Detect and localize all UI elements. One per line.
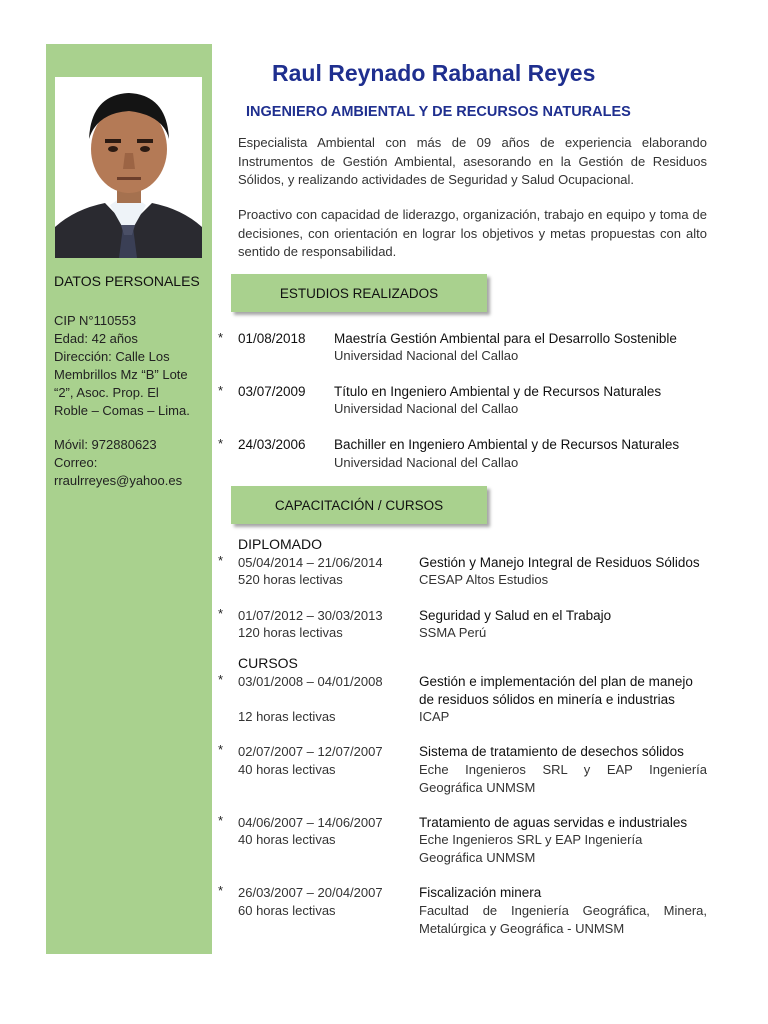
address-line: Dirección: Calle Los — [54, 349, 170, 364]
training-heading: CAPACITACIÓN / CURSOS — [231, 486, 487, 524]
course-hours: 120 horas lectivas — [238, 625, 343, 640]
email: rraulrreyes@yahoo.es — [54, 473, 183, 488]
bullet: * — [218, 606, 224, 621]
course-institution: Facultad de Ingeniería Geográfica, Minera, Metalúrgica y Geográfica - UNMSM — [419, 903, 707, 936]
course-hours: 520 horas lectivas — [238, 572, 343, 587]
study-institution: Universidad Nacional del Callao — [334, 348, 519, 363]
course-hours: 40 horas lectivas — [238, 832, 336, 847]
personal-data-heading: DATOS PERSONALES — [54, 273, 200, 289]
study-institution: Universidad Nacional del Callao — [334, 455, 519, 470]
age: Edad: 42 años — [54, 331, 138, 346]
course-institution: CESAP Altos Estudios — [419, 572, 549, 587]
bullet: * — [218, 742, 224, 757]
summary-paragraph: Especialista Ambiental con más de 09 años de experiencia elaborando Instrumentos de Gestión Ambiental, asesorando en la Gestión de Residuos Sólidos, y realizando actividades de Seguridad y Salud Ocupacional. — [238, 135, 707, 187]
course-title: Gestión e implementación del plan de manejo de residuos sólidos en minería e industrias — [419, 674, 693, 707]
course-institution: Eche Ingenieros SRL y EAP Ingeniería Geográfica UNMSM — [419, 762, 707, 795]
course-hours: 12 horas lectivas — [238, 709, 336, 724]
summary-paragraph: Proactivo con capacidad de liderazgo, organización, trabajo en equipo y toma de decisiones, con orientación en lograr los objetivos y metas propuestas con alto sentido de responsabilidad. — [238, 207, 707, 259]
study-date: 03/07/2009 — [238, 384, 306, 399]
course-dates: 01/07/2012 – 30/03/2013 — [238, 608, 383, 623]
course-institution: ICAP — [419, 709, 450, 724]
study-institution: Universidad Nacional del Callao — [334, 401, 519, 416]
profession-title: INGENIERO AMBIENTAL Y DE RECURSOS NATURALES — [246, 104, 631, 120]
course-dates: 04/06/2007 – 14/06/2007 — [238, 815, 383, 830]
course-hours: 40 horas lectivas — [238, 762, 336, 777]
course-hours: 60 horas lectivas — [238, 903, 336, 918]
bullet: * — [218, 672, 224, 687]
course-title: Sistema de tratamiento de desechos sólidos — [419, 744, 684, 759]
study-title: Bachiller en Ingeniero Ambiental y de Recursos Naturales — [334, 437, 680, 452]
bullet: * — [218, 436, 224, 451]
study-title: Maestría Gestión Ambiental para el Desarrollo Sostenible — [334, 331, 677, 346]
sidebar — [46, 44, 212, 954]
course-dates: 03/01/2008 – 04/01/2008 — [238, 674, 383, 689]
course-title: Tratamiento de aguas servidas e industriales — [419, 815, 688, 830]
course-dates: 05/04/2014 – 21/06/2014 — [238, 555, 383, 570]
address-line: Membrillos Mz “B” Lote — [54, 367, 188, 382]
bullet: * — [218, 383, 224, 398]
study-title: Título en Ingeniero Ambiental y de Recursos Naturales — [334, 384, 662, 399]
course-title: Seguridad y Salud en el Trabajo — [419, 608, 612, 623]
course-institution: Eche Ingenieros SRL y EAP Ingeniería Geográfica UNMSM — [419, 832, 643, 865]
study-date: 01/08/2018 — [238, 331, 306, 346]
profile-photo — [55, 77, 202, 258]
address-line: Roble – Comas – Lima. — [54, 403, 190, 418]
course-dates: 02/07/2007 – 12/07/2007 — [238, 744, 383, 759]
course-title: Fiscalización minera — [419, 885, 542, 900]
phone: Móvil: 972880623 — [54, 437, 157, 452]
cip-number: CIP N°110553 — [54, 313, 137, 328]
bullet: * — [218, 330, 224, 345]
course-institution: SSMA Perú — [419, 625, 487, 640]
diploma-label: DIPLOMADO — [238, 536, 323, 552]
bullet: * — [218, 813, 224, 828]
course-title: Gestión y Manejo Integral de Residuos Sólidos — [419, 555, 700, 570]
person-portrait-icon — [55, 77, 202, 258]
email-label: Correo: — [54, 455, 98, 470]
candidate-name: Raul Reynado Rabanal Reyes — [272, 60, 596, 86]
course-dates: 26/03/2007 – 20/04/2007 — [238, 885, 383, 900]
bullet: * — [218, 883, 224, 898]
address-line: “2”, Asoc. Prop. El — [54, 385, 159, 400]
study-date: 24/03/2006 — [238, 437, 306, 452]
courses-label: CURSOS — [238, 655, 298, 671]
studies-heading: ESTUDIOS REALIZADOS — [231, 274, 487, 312]
bullet: * — [218, 553, 224, 568]
